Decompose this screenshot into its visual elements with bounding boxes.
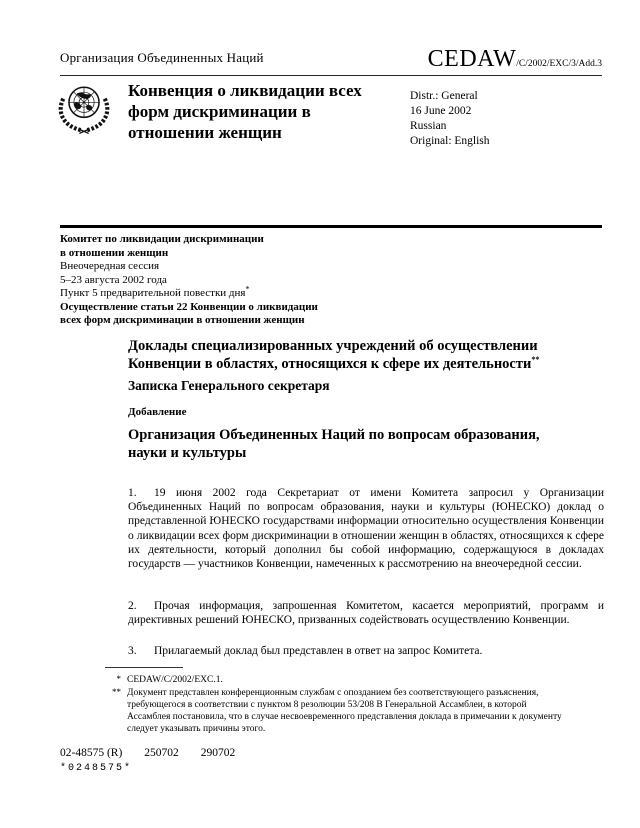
un-org-name: Организация Объединенных Наций bbox=[60, 50, 264, 65]
unesco-heading-line1: Организация Объединенных Наций по вопросам образования, bbox=[128, 427, 540, 443]
unesco-heading-line2: науки и культуры bbox=[128, 445, 247, 461]
footnote-1 bbox=[105, 674, 571, 686]
distr-date: 16 June 2002 bbox=[410, 105, 472, 117]
un-emblem-icon bbox=[56, 82, 112, 134]
document-symbol-suffix: /C/2002/EXC/3/Add.3 bbox=[516, 59, 602, 69]
convention-title-line: форм дискриминации в bbox=[128, 102, 311, 121]
paragraph-2 bbox=[128, 599, 604, 627]
footer-doc-number: 02-48575 (R) bbox=[60, 747, 123, 759]
paragraph-text: 19 июня 2002 года Секретариат от имени Комитета запросил у Организации Объединенных Наций по вопросам образования, науки и культуры (ЮНЕСКО) доклад о представленной ЮНЕСКО государствами информации относительно осуществления Конвенции о ликвидации всех форм дискриминации в отношении женщин в областях, относящихся к сфере их деятельности, который дополнил бы собой информацию, содержащуюся в докладах государств — участников Конвенции, намеченных к рассмотрению на внеочередной сессии. bbox=[128, 487, 604, 571]
document-symbol bbox=[428, 46, 602, 73]
footnotes-block bbox=[105, 674, 571, 736]
convention-title bbox=[128, 80, 428, 143]
header-divider bbox=[60, 75, 602, 76]
barcode-text: *0248575* bbox=[60, 763, 133, 774]
committee-block bbox=[60, 233, 420, 328]
footer-date-2: 290702 bbox=[200, 747, 236, 759]
footnote-text: Документ представлен конференционным службам с опозданием без соответствующего разъяснения, требующегося в соответствии с пунктом 8 резолюции 53/208 B Генеральной Ассамблеи, в которой Ассамблея постановила, что в случае несвоевременного представления доклада в примечании к документу следует указывать причины этого. bbox=[127, 688, 562, 734]
distr-original: Original: English bbox=[410, 135, 490, 147]
committee-name-line2: в отношении женщин bbox=[60, 246, 169, 259]
footer-date-1: 250702 bbox=[144, 747, 179, 759]
agenda-title-line2: всех форм дискриминации в отношении женщин bbox=[60, 314, 305, 326]
footnote-marker: ** bbox=[112, 687, 121, 697]
footnote-marker: * bbox=[116, 674, 121, 684]
report-title-line1: Доклады специализированных учреждений об осуществлении bbox=[128, 338, 538, 354]
agenda-item-footnote-marker: * bbox=[245, 284, 250, 294]
footer-doc-info bbox=[60, 747, 257, 759]
session-label: Внеочередная сессия bbox=[60, 260, 160, 272]
footnote-text: CEDAW/C/2002/EXC.1. bbox=[127, 675, 223, 685]
paragraph-text: Прочая информация, запрошенная Комитетом, касается мероприятий, программ и директивных решений ЮНЕСКО, призванных содействовать осуществлению Конвенции. bbox=[128, 600, 604, 627]
note-subtitle: Записка Генерального секретаря bbox=[128, 378, 330, 393]
paragraph-3 bbox=[128, 644, 604, 658]
session-dates: 5–23 августа 2002 года bbox=[60, 273, 167, 286]
paragraph-text: Прилагаемый доклад был представлен в ответ на запрос Комитета. bbox=[154, 645, 483, 657]
paragraph-number: 3. bbox=[128, 645, 137, 657]
document-symbol-main: CEDAW bbox=[427, 46, 517, 72]
report-title-line2: Конвенции в областях, относящихся к сфере их деятельности** bbox=[128, 355, 540, 372]
paragraph-1 bbox=[128, 486, 604, 571]
convention-title-line: отношении женщин bbox=[128, 123, 282, 142]
footnote-2 bbox=[105, 687, 571, 735]
convention-title-line: Конвенция о ликвидации всех bbox=[128, 81, 362, 100]
paragraph-number: 2. bbox=[128, 600, 137, 612]
agenda-title-line1: Осуществление статьи 22 Конвенции о ликвидации bbox=[60, 300, 318, 313]
distr-language: Russian bbox=[410, 120, 447, 132]
committee-name-line1: Комитет по ликвидации дискриминации bbox=[60, 233, 264, 245]
report-title-footnote-marker: ** bbox=[531, 355, 540, 365]
section-divider bbox=[60, 225, 602, 228]
paragraph-number: 1. bbox=[128, 487, 137, 499]
distr-type: Distr.: General bbox=[410, 90, 478, 102]
addendum-label: Добавление bbox=[128, 406, 187, 418]
agenda-item: Пункт 5 предварительной повестки дня* bbox=[60, 284, 250, 299]
footnote-divider bbox=[105, 667, 183, 668]
report-title bbox=[128, 337, 604, 373]
unesco-heading bbox=[128, 426, 604, 462]
distribution-block bbox=[410, 89, 490, 149]
